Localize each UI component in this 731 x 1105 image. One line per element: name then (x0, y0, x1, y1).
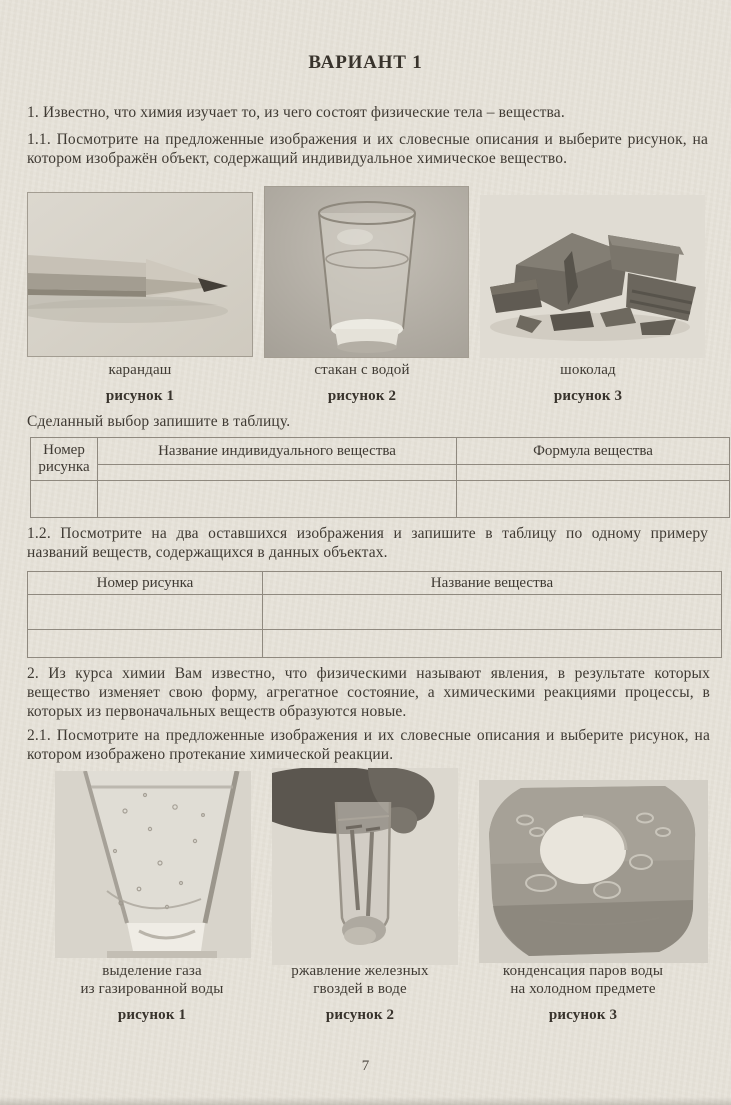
table1-answer-cell[interactable] (98, 481, 457, 518)
figure-caption: гвоздей в воде (313, 981, 407, 997)
figure-1-3-caption (488, 361, 688, 405)
glass-of-water-illustration (265, 187, 468, 357)
figure-label: рисунок 1 (117, 1007, 187, 1023)
page-title: ВАРИАНТ 1 (308, 52, 423, 73)
task-1-1-text: 1.1. Посмотрите на предложенные изображения и их словесные описания и выберите рисунок, на котором изображён объект, содержащий индивидуальное химическое вещество. (27, 131, 708, 167)
pencil-illustration (28, 193, 252, 356)
glass-of-water-photo (265, 187, 468, 357)
table1-answer-cell[interactable] (457, 481, 730, 518)
table1-empty-cell[interactable] (457, 465, 730, 481)
task-1-2-text: 1.2. Посмотрите на два оставшихся изображения и запишите в таблицу по одному примеру названий веществ, содержащихся в данных объектах. (27, 525, 708, 561)
figure-label: рисунок 3 (553, 388, 623, 404)
bubbly-glass-illustration (55, 771, 251, 958)
figure-2-3-caption (483, 962, 683, 1024)
figure-caption: конденсация паров воды (502, 963, 664, 979)
table2-answer-cell[interactable] (263, 630, 722, 658)
figure-1-2-caption (262, 361, 462, 405)
table1-header-figure-number: Номер рисунка (31, 438, 98, 481)
task-2-intro: 2. Из курса химии Вам известно, что физическими называют явления, в результате которых вещество изменяет свою форму, агрегатное состояние, а химическими реакциями процессы, в которых из первоначальных веществ образуются новые. (27, 665, 710, 720)
figure-1-1-caption (40, 361, 240, 405)
figure-caption: карандаш (108, 362, 172, 378)
figure-label: рисунок 3 (548, 1007, 618, 1023)
figure-2-2-caption (260, 962, 460, 1024)
figure-caption: из газированной воды (80, 981, 224, 997)
table1-answer-cell[interactable] (31, 481, 98, 518)
table2-answer-cell[interactable] (28, 595, 263, 630)
figure-label: рисунок 2 (327, 388, 397, 404)
remaining-substances-table (27, 571, 722, 658)
figure-label: рисунок 1 (105, 388, 175, 404)
chocolate-photo (480, 195, 705, 358)
table1-header-substance-name: Название индивидуального вещества (98, 438, 457, 465)
chocolate-illustration (480, 195, 705, 358)
table1-empty-cell[interactable] (98, 465, 457, 481)
figure-caption: ржавление железных (291, 963, 429, 979)
task-2-1-text: 2.1. Посмотрите на предложенные изображения и их словесные описания и выберите рисунок, на котором изображено протекание химической реакции. (27, 727, 710, 763)
table2-answer-cell[interactable] (263, 595, 722, 630)
test-tube-nails-illustration (272, 768, 458, 965)
table2-answer-cell[interactable] (28, 630, 263, 658)
table1-header-substance-formula: Формула вещества (457, 438, 730, 465)
task-1-choice-note: Сделанный выбор запишите в таблицу. (27, 413, 291, 430)
task-1-intro: 1. Известно, что химия изучает то, из чего состоят физические тела – вещества. (27, 104, 565, 121)
substance-answer-table (30, 437, 730, 518)
page-number: 7 (361, 1058, 370, 1074)
soda-gas-bubbles-photo (55, 771, 251, 958)
figure-label: рисунок 2 (325, 1007, 395, 1023)
figure-caption: выделение газа (102, 963, 202, 979)
table2-header-substance-name: Название вещества (263, 572, 722, 595)
figure-caption: шоколад (560, 362, 616, 378)
rusting-nails-test-tube-photo (272, 768, 458, 965)
figure-2-1-caption (52, 962, 252, 1024)
pencil-photo (28, 193, 252, 356)
figure-caption: на холодном предмете (510, 981, 656, 997)
figure-caption: стакан с водой (314, 362, 410, 378)
table2-header-figure-number: Номер рисунка (28, 572, 263, 595)
condensation-on-metal-photo (479, 780, 708, 963)
metal-plate-droplets-illustration (479, 780, 708, 963)
